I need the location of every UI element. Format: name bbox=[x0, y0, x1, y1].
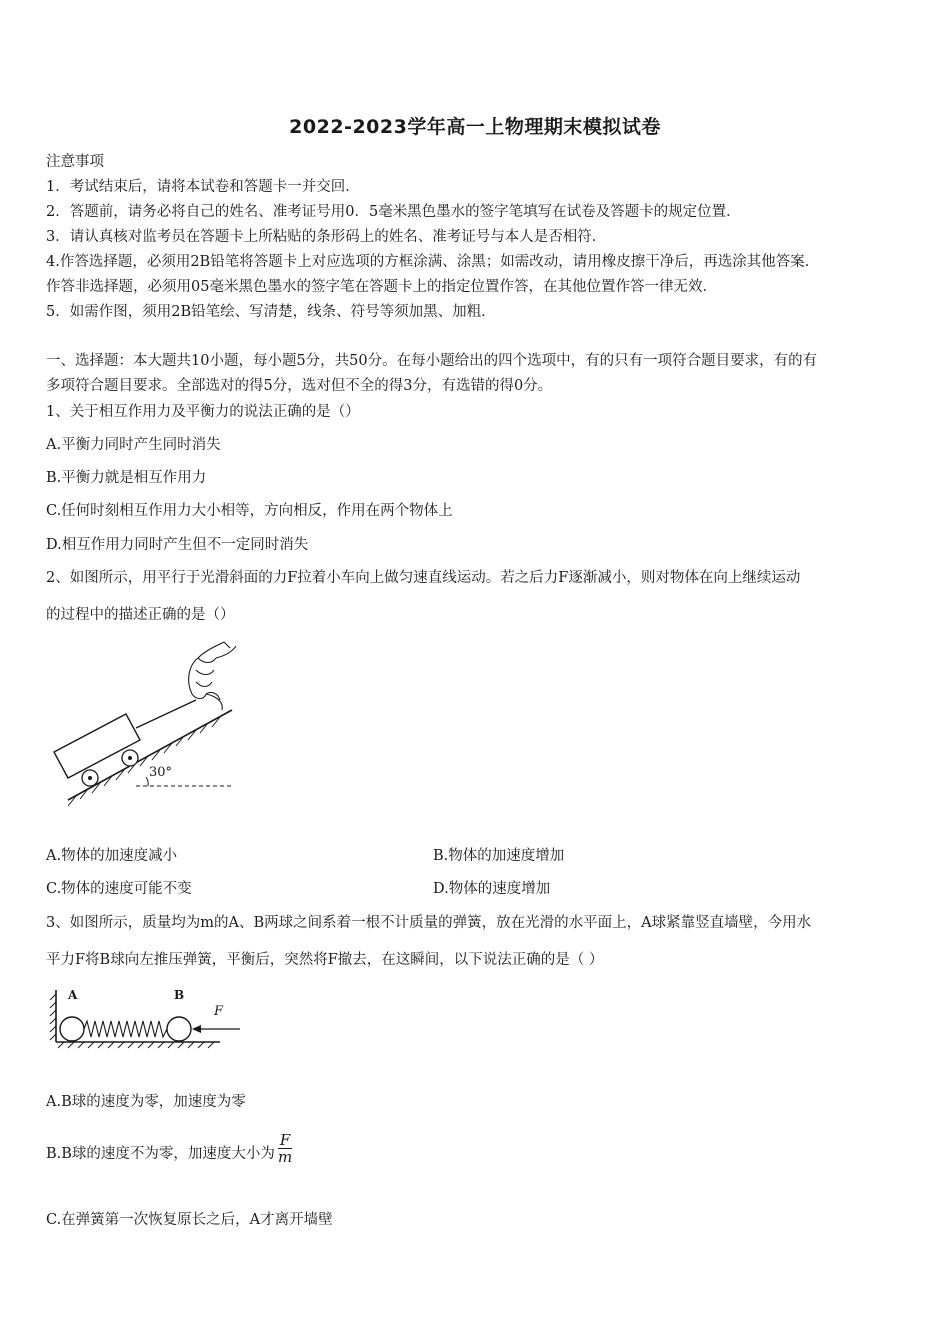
q1-stem: 1、关于相互作用力及平衡力的说法正确的是（） bbox=[46, 404, 360, 420]
notice-item: 2．答题前，请务必将自己的姓名、准考证号用0．5毫米黑色墨水的签字笔填写在试卷及答题卡的规定位置． bbox=[46, 204, 741, 220]
q3-stem: 3、如图所示，质量均为m的A、B两球之间系着一根不计质量的弹簧，放在光滑的水平面上，A球紧靠竖直墙壁，今用水 bbox=[46, 915, 812, 931]
q1-option-a: A.平衡力同时产生同时消失 bbox=[46, 437, 221, 453]
section-heading-cont: 多项符合题目要求。全部选对的得5分，选对但不全的得3分，有选错的得0分。 bbox=[46, 378, 553, 394]
q1-option-c: C.任何时刻相互作用力大小相等，方向相反，作用在两个物体上 bbox=[46, 503, 453, 519]
q2-option-b: B.物体的加速度增加 bbox=[433, 848, 565, 864]
q3-option-b-fraction bbox=[278, 1132, 292, 1165]
q2-option-a: A.物体的加速度减小 bbox=[46, 848, 178, 864]
q2-option-c: C.物体的速度可能不变 bbox=[46, 881, 192, 897]
notice-item: 3．请认真核对监考员在答题卡上所粘贴的条形码上的姓名、准考证号与本人是否相符． bbox=[46, 229, 607, 245]
notice-item: 5．如需作图，须用2B铅笔绘、写清楚，线条、符号等须加黑、加粗． bbox=[46, 304, 496, 320]
q3-option-c: C.在弹簧第一次恢复原长之后，A才离开墙壁 bbox=[46, 1212, 333, 1228]
q1-option-b: B.平衡力就是相互作用力 bbox=[46, 470, 207, 486]
section-heading: 一、选择题：本大题共10小题，每小题5分，共50分。在每小题给出的四个选项中，有的只有一项符合题目要求，有的有 bbox=[46, 353, 818, 369]
q3-option-b bbox=[46, 1128, 292, 1168]
notice-heading: 注意事项 bbox=[46, 154, 104, 170]
q3-option-b-text: B.B球的速度不为零，加速度大小为 bbox=[46, 1146, 275, 1162]
q2-stem-cont: 的过程中的描述正确的是（） bbox=[46, 607, 235, 623]
q2-stem: 2、如图所示，用平行于光滑斜面的力F拉着小车向上做匀速直线运动。若之后力F逐渐减小，则对物体在向上继续运动 bbox=[46, 570, 801, 586]
fraction-denominator: m bbox=[278, 1147, 293, 1166]
q3-option-a: A.B球的速度为零，加速度为零 bbox=[46, 1094, 246, 1110]
incline-figure bbox=[46, 636, 246, 808]
q1-option-d: D.相互作用力同时产生但不一定同时消失 bbox=[46, 537, 309, 553]
q2-angle-label: 30° bbox=[149, 765, 173, 780]
notice-item: 作答非选择题，必须用05毫米黑色墨水的签字笔在答题卡上的指定位置作答，在其他位置作答一律无效． bbox=[46, 279, 717, 295]
notice-item: 1．考试结束后，请将本试卷和答题卡一并交回． bbox=[46, 179, 360, 195]
notice-item: 4.作答选择题，必须用2B铅笔将答题卡上对应选项的方框涂满、涂黑；如需改动，请用橡皮擦干净后，再选涂其他答案． bbox=[46, 254, 820, 270]
fraction-numerator: F bbox=[279, 1130, 291, 1149]
q3-stem-cont: 平力F将B球向左推压弹簧，平衡后，突然将F撤去，在这瞬间，以下说法正确的是（ ） bbox=[46, 952, 604, 968]
q3-label-b: B bbox=[174, 988, 185, 1002]
q3-label-f: F bbox=[214, 1004, 224, 1019]
q3-label-a: A bbox=[68, 988, 78, 1002]
q2-option-d: D.物体的速度增加 bbox=[433, 881, 551, 897]
page-title: 2022-2023学年高一上物理期末模拟试卷 bbox=[289, 116, 661, 138]
